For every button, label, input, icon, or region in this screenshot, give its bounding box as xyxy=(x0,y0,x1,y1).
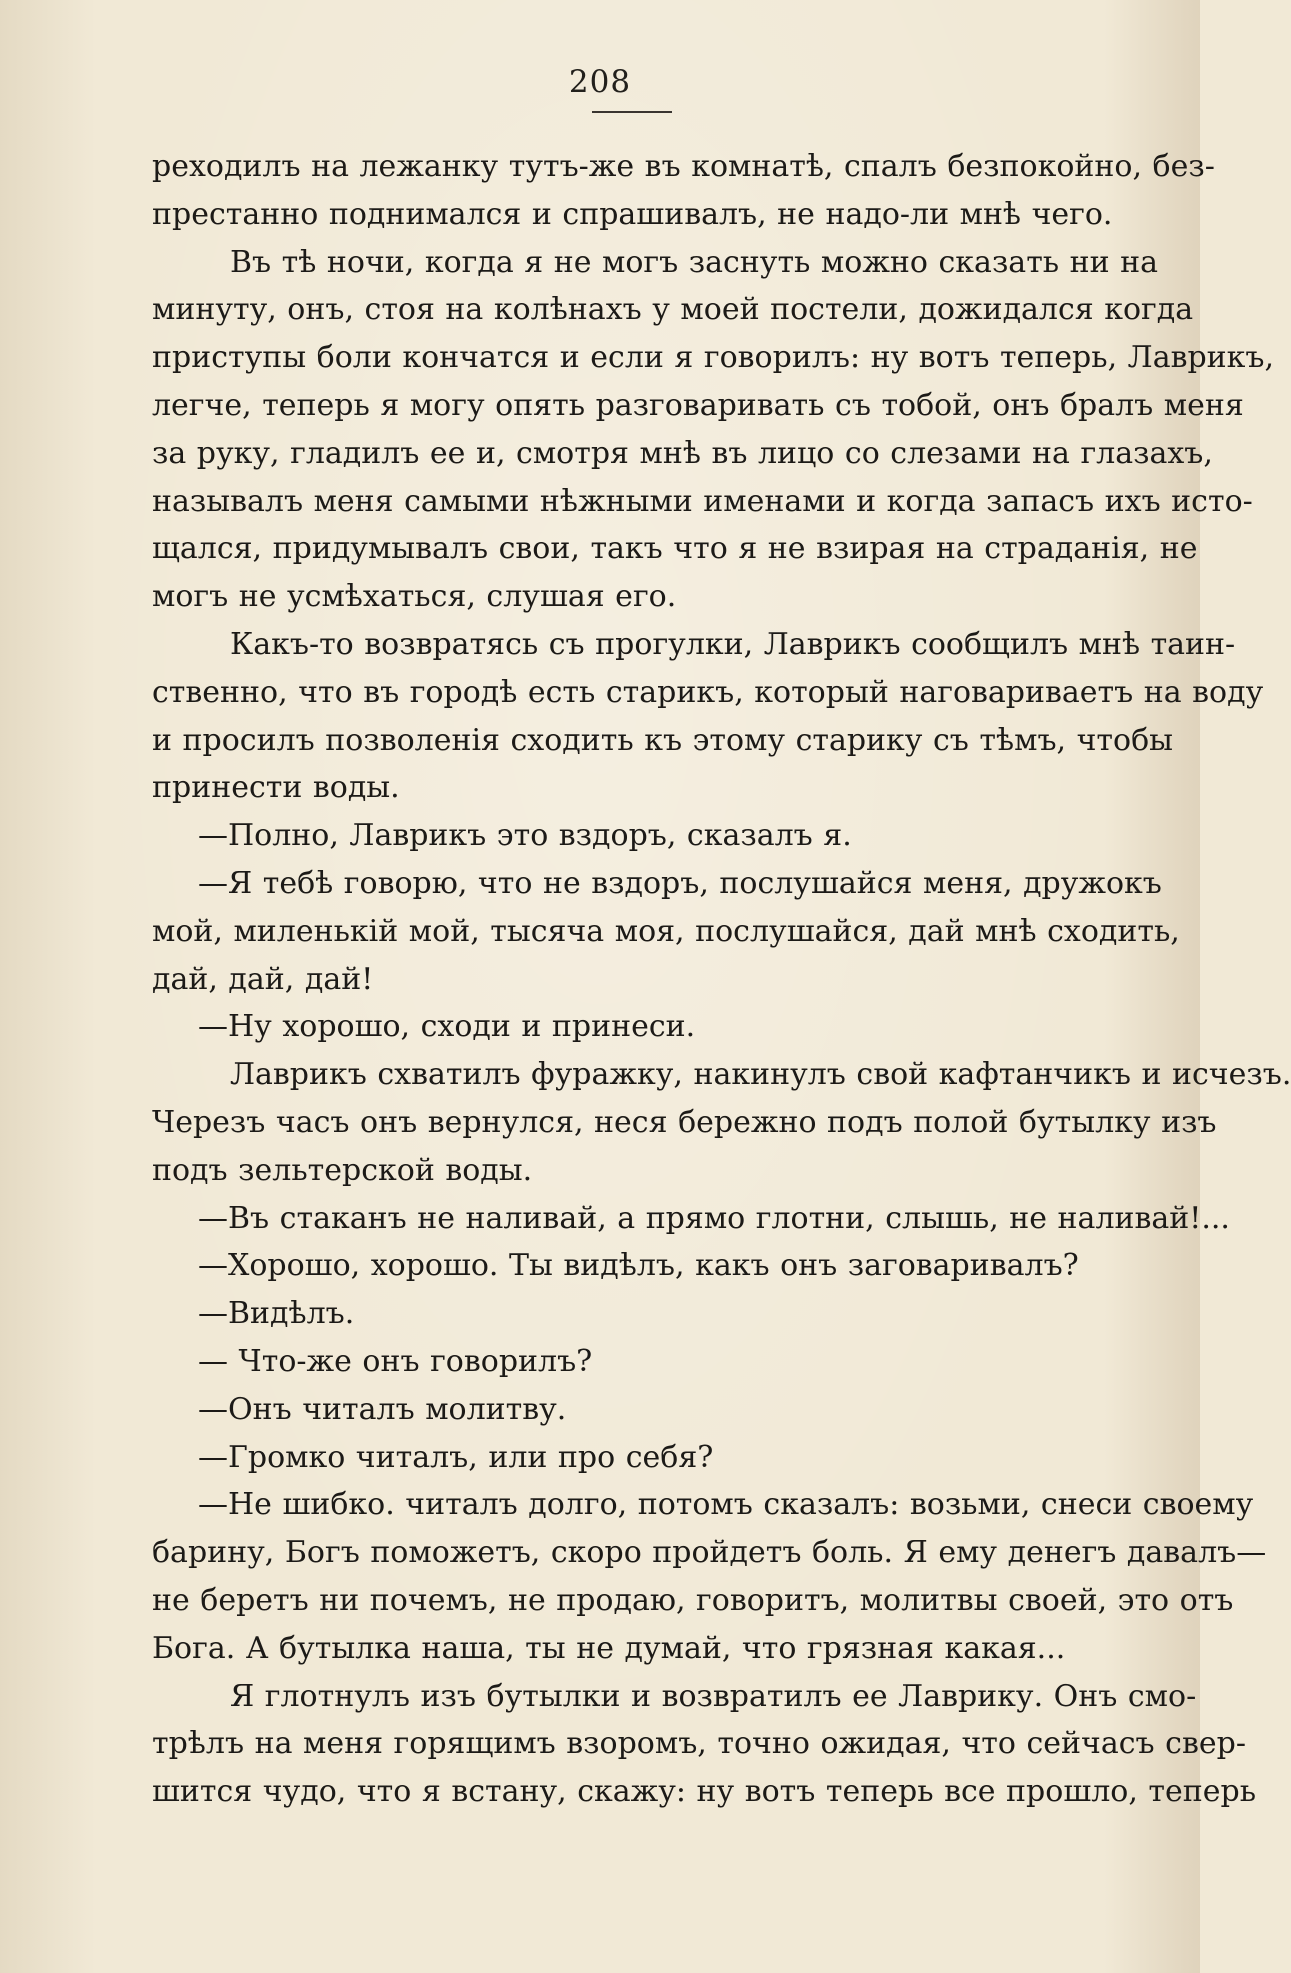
text-line: Лаврикъ схватилъ фуражку, накинулъ свой кафтанчикъ и исчезъ. xyxy=(230,1057,1291,1093)
text-line: могъ не усмѣхаться, слушая его. xyxy=(152,579,677,615)
page-text-body xyxy=(152,143,1291,1816)
text-line: дай, дай, дай! xyxy=(152,961,374,997)
text-line: —Видѣлъ. xyxy=(198,1296,355,1332)
text-line: Бога. А бутылка наша, ты не думай, что грязная какая... xyxy=(152,1630,1066,1666)
text-line: минуту, онъ, стоя на колѣнахъ у моей постели, дожидался когда xyxy=(152,292,1194,328)
text-line: —Ну хорошо, сходи и принеси. xyxy=(198,1009,696,1045)
text-line: за руку, гладилъ ее и, смотря мнѣ въ лицо со слезами на глазахъ, xyxy=(152,435,1213,471)
text-line: щался, придумывалъ свои, такъ что я не взирая на страданія, не xyxy=(152,531,1198,567)
text-line: Я глотнулъ изъ бутылки и возвратилъ ее Лаврику. Онъ смо- xyxy=(230,1678,1197,1714)
text-line: и просилъ позволенія сходить къ этому старику съ тѣмъ, чтобы xyxy=(152,722,1174,758)
text-line: ственно, что въ городѣ есть старикъ, который наговариваетъ на воду xyxy=(152,674,1264,710)
text-line: подъ зельтерской воды. xyxy=(152,1152,533,1188)
text-line: Черезъ часъ онъ вернулся, неся бережно подъ полой бутылку изъ xyxy=(152,1104,1217,1140)
text-line: реходилъ на лежанку тутъ-же въ комнатѣ, спалъ безпокойно, без- xyxy=(152,149,1215,184)
text-line: принести воды. xyxy=(152,770,400,806)
text-line: приступы боли кончатся и если я говорилъ: ну вотъ теперь, Лаврикъ, xyxy=(152,340,1275,376)
page-number-rule xyxy=(592,111,672,113)
text-line: —Я тебѣ говорю, что не вздоръ, послушайся меня, дружокъ xyxy=(198,865,1162,901)
text-line: барину, Богъ поможетъ, скоро пройдетъ боль. Я ему денегъ давалъ— xyxy=(152,1535,1267,1571)
text-line: —Онъ читалъ молитву. xyxy=(198,1391,567,1427)
page-number: 208 xyxy=(568,64,632,100)
text-line: —Въ стаканъ не наливай, а прямо глотни, слышь, не наливай!... xyxy=(198,1200,1230,1236)
text-line: —Громко читалъ, или про себя? xyxy=(198,1439,714,1475)
text-line: шится чудо, что я встану, скажу: ну вотъ теперь все прошло, теперь xyxy=(152,1774,1257,1810)
text-line: легче, теперь я могу опять разговаривать съ тобой, онъ бралъ меня xyxy=(152,387,1244,423)
text-line: мой, миленькій мой, тысяча моя, послушайся, дай мнѣ сходить, xyxy=(152,913,1180,949)
text-line: —Хорошо, хорошо. Ты видѣлъ, какъ онъ заговаривалъ? xyxy=(198,1248,1079,1284)
text-line: — Что-же онъ говорилъ? xyxy=(198,1343,593,1379)
text-line: трѣлъ на меня горящимъ взоромъ, точно ожидая, что сейчасъ свер- xyxy=(152,1726,1246,1762)
text-line: не беретъ ни почемъ, не продаю, говоритъ, молитвы своей, это отъ xyxy=(152,1582,1234,1618)
text-line: —Полно, Лаврикъ это вздоръ, сказалъ я. xyxy=(198,818,852,854)
text-line: —Не шибко. читалъ долго, потомъ сказалъ: возьми, снеси своему xyxy=(198,1487,1254,1523)
text-line: престанно поднимался и спрашивалъ, не надо-ли мнѣ чего. xyxy=(152,196,1113,232)
text-line: Въ тѣ ночи, когда я не могъ заснуть можно сказать ни на xyxy=(230,244,1159,280)
text-line: Какъ-то возвратясь съ прогулки, Лаврикъ сообщилъ мнѣ таин- xyxy=(230,626,1236,662)
text-line: называлъ меня самыми нѣжными именами и когда запасъ ихъ исто- xyxy=(152,483,1253,519)
